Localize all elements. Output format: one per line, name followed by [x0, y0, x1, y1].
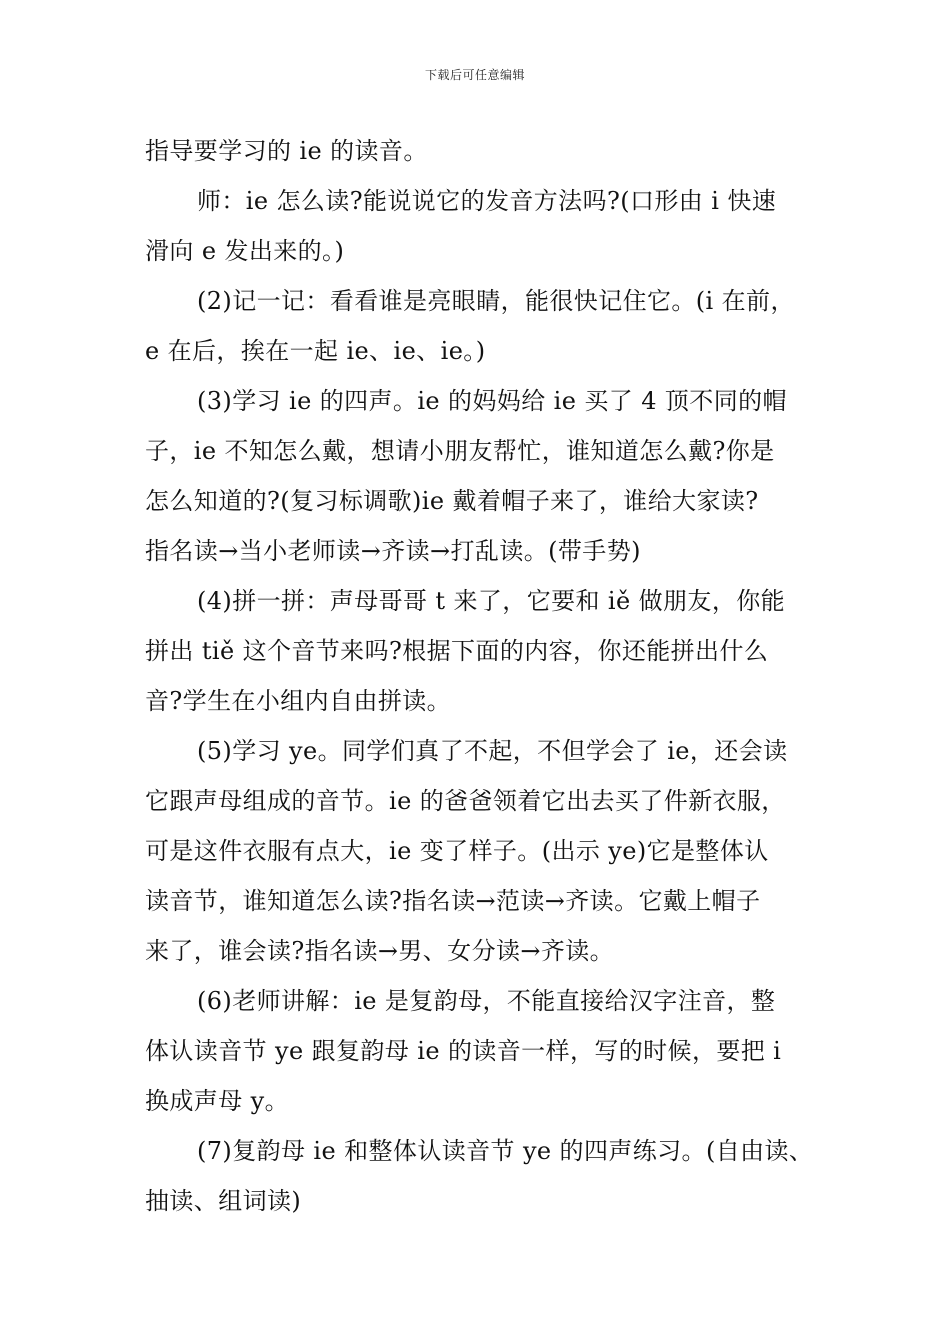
- text-line-5: e 在后，挨在一起 ie、ie、ie。): [145, 337, 486, 365]
- text-line-8: 怎么知道的?(复习标调歌)ie 戴着帽子来了，谁给大家读?: [145, 487, 759, 515]
- text-line-17: 来了，谁会读?指名读→男、女分读→齐读。: [145, 937, 615, 965]
- text-line-12: 音?学生在小组内自由拼读。: [145, 687, 452, 715]
- text-line-6: (3)学习 ie 的四声。ie 的妈妈给 ie 买了 4 顶不同的帽: [197, 387, 787, 415]
- text-line-1: 指导要学习的 ie 的读音。: [145, 137, 428, 165]
- text-line-18: (6)老师讲解：ie 是复韵母，不能直接给汉字注音，整: [197, 987, 776, 1015]
- text-line-3: 滑向 e 发出来的。): [145, 237, 345, 265]
- text-line-20: 换成声母 y。: [145, 1087, 289, 1115]
- text-line-15: 可是这件衣服有点大，ie 变了样子。(出示 ye)它是整体认: [145, 837, 769, 865]
- text-line-2: 师：ie 怎么读?能说说它的发音方法吗?(口形由 i 快速: [197, 187, 777, 215]
- text-line-4: (2)记一记：看看谁是亮眼睛，能很快记住它。(i 在前，: [197, 287, 795, 315]
- text-line-14: 它跟声母组成的音节。ie 的爸爸领着它出去买了件新衣服，: [145, 787, 786, 815]
- text-line-16: 读音节，谁知道怎么读?指名读→范读→齐读。它戴上帽子: [145, 887, 761, 915]
- text-line-19: 体认读音节 ye 跟复韵母 ie 的读音一样，写的时候，要把 i: [145, 1037, 782, 1065]
- text-line-9: 指名读→当小老师读→齐读→打乱读。(带手势): [145, 537, 641, 565]
- text-line-22: 抽读、组词读): [145, 1187, 302, 1215]
- text-line-21: (7)复韵母 ie 和整体认读音节 ye 的四声练习。(自由读、: [197, 1137, 814, 1165]
- page-header-note: 下载后可任意编辑: [424, 68, 525, 82]
- text-line-10: (4)拼一拼：声母哥哥 t 来了，它要和 iě 做朋友，你能: [197, 587, 786, 615]
- text-line-7: 子，ie 不知怎么戴，想请小朋友帮忙，谁知道怎么戴?你是: [145, 437, 775, 465]
- document-body: [145, 126, 815, 1226]
- text-line-11: 拼出 tiě 这个音节来吗?根据下面的内容，你还能拼出什么: [145, 637, 769, 665]
- text-line-13: (5)学习 ye。同学们真了不起，不但学会了 ie，还会读: [197, 737, 788, 765]
